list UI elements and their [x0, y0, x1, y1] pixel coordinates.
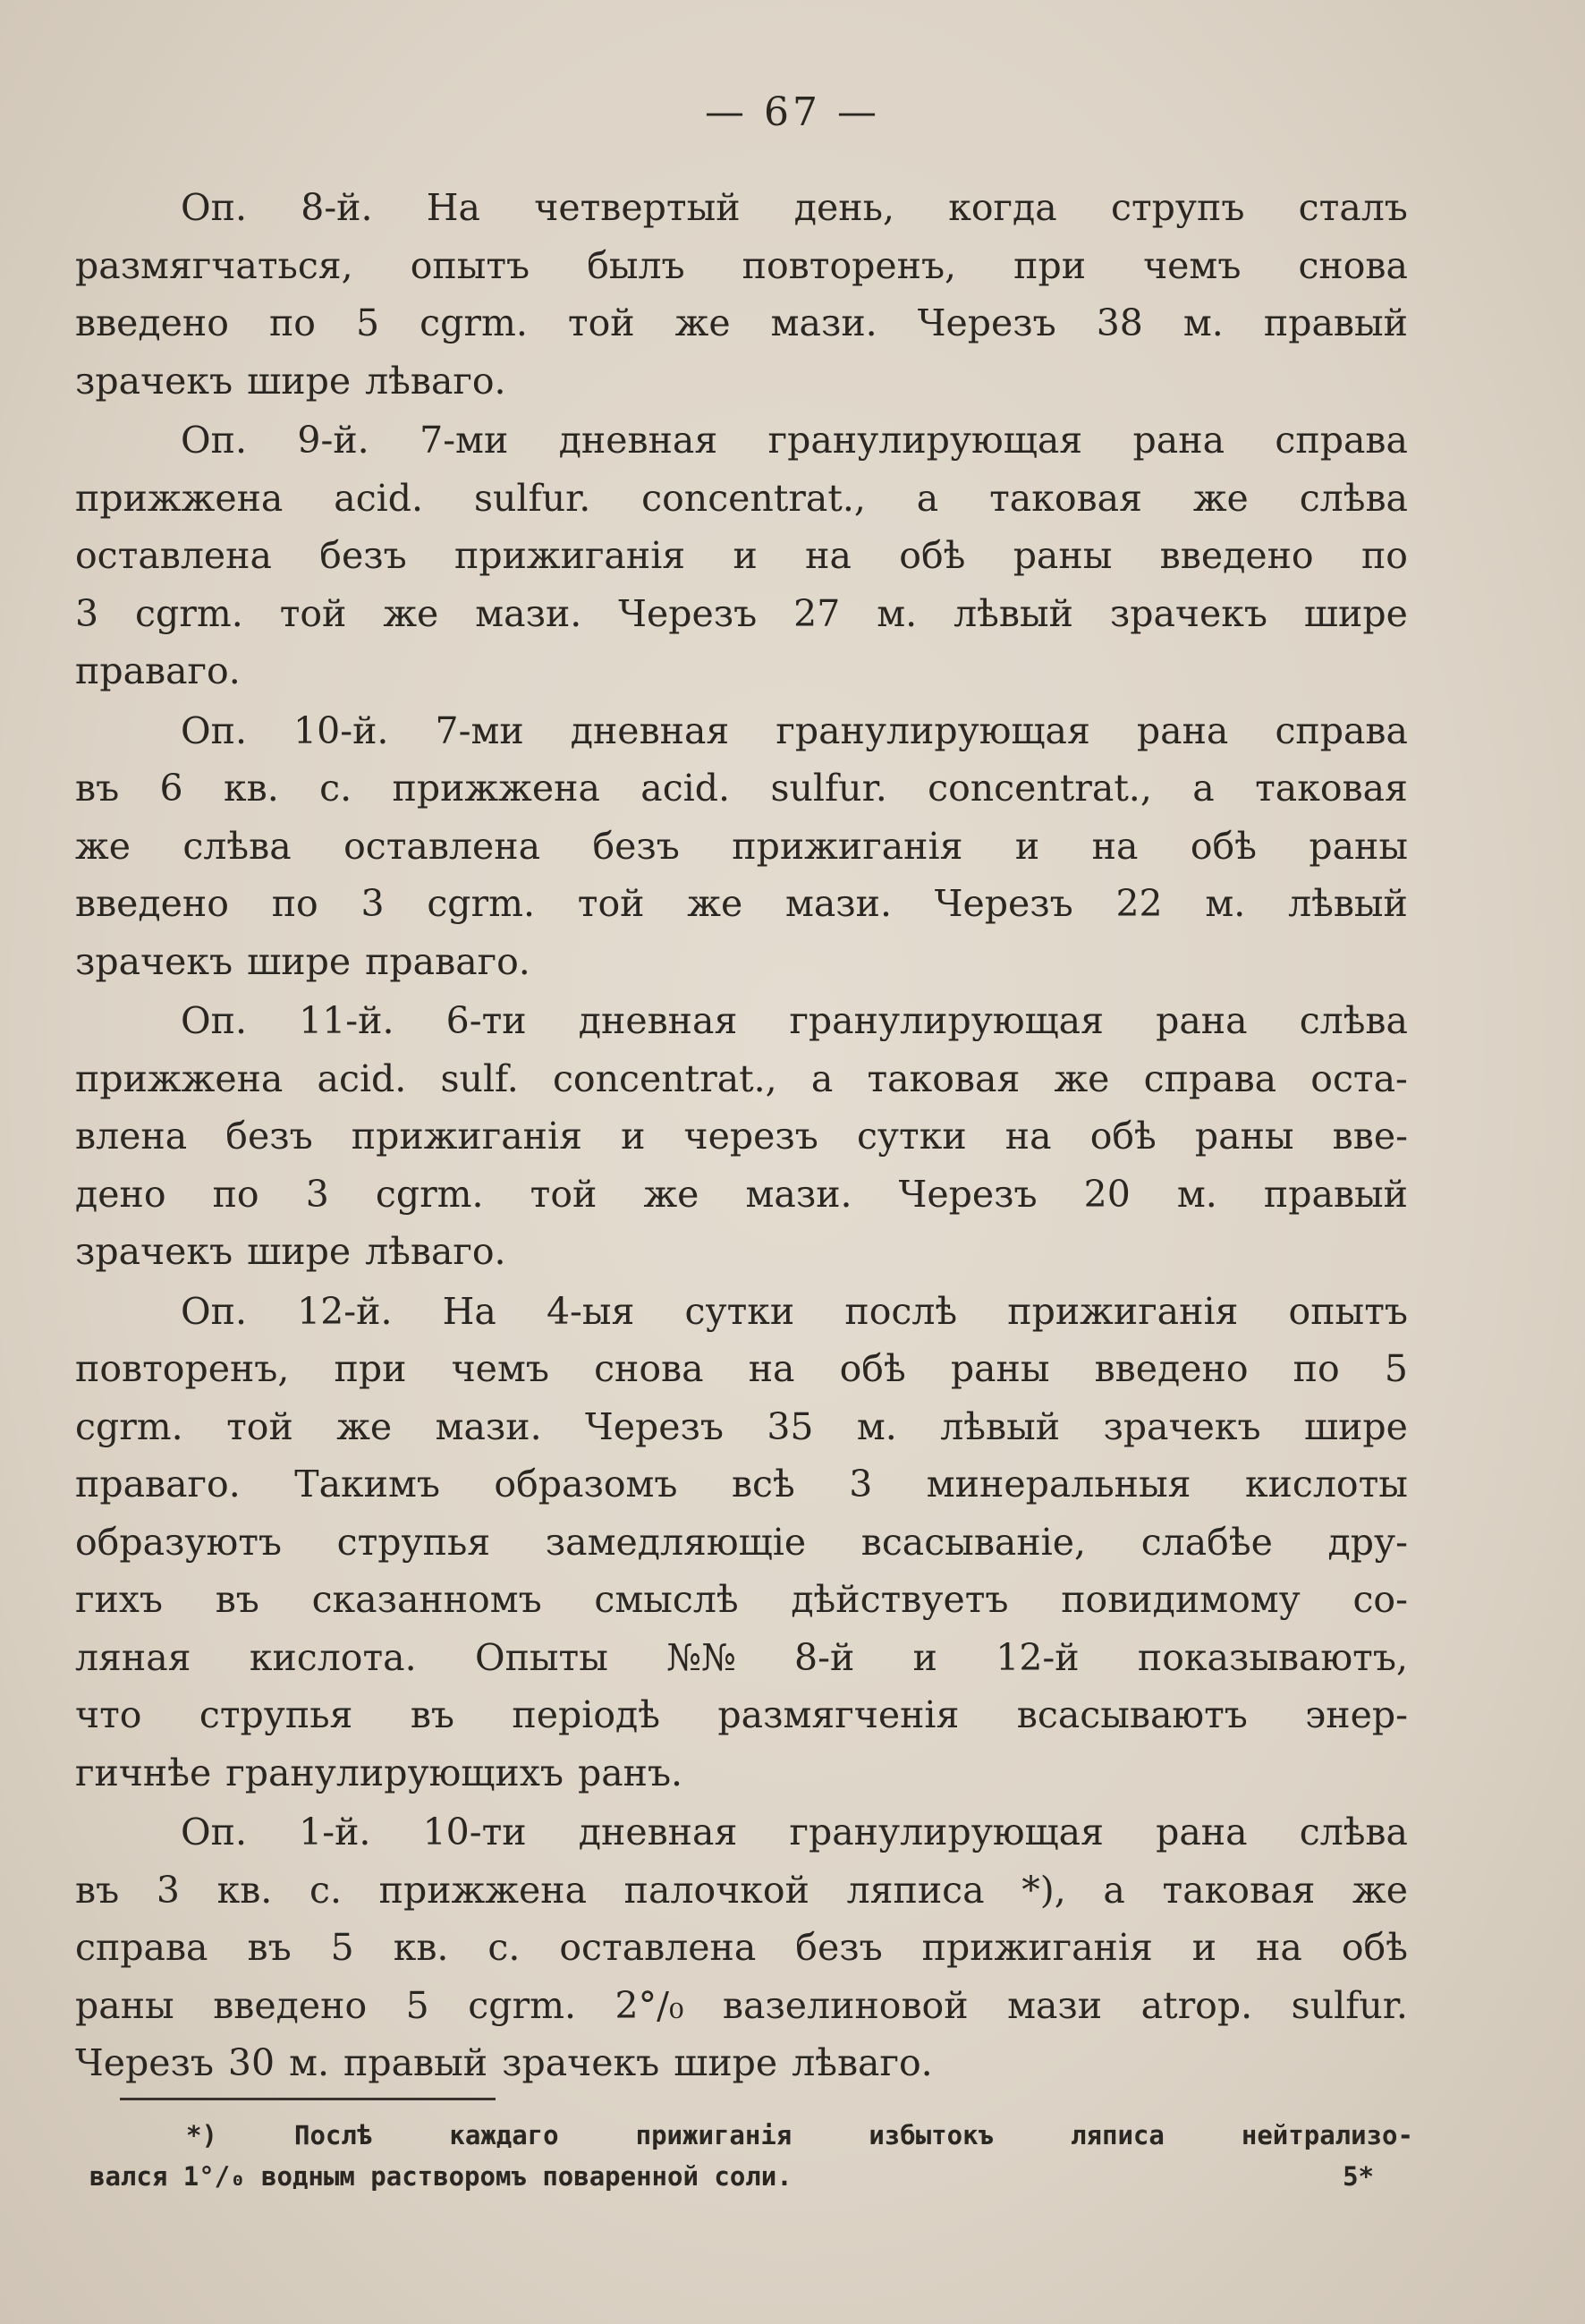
text-line: введено по 3 cgrm. той же мази. Черезъ 22 м. лѣвый: [75, 882, 1408, 925]
paragraph: [75, 1803, 1408, 2092]
text-line: Оп. 8-й. На четвертый день, когда струпъ сталъ: [181, 186, 1408, 229]
signature-mark: 5*: [1343, 2161, 1374, 2192]
text-line: зрачекъ шире лѣваго.: [75, 1230, 506, 1273]
text-line: праваго. Такимъ образомъ всѣ 3 минеральныя кислоты: [75, 1463, 1408, 1506]
paragraph: [75, 1283, 1408, 1802]
text-line: Оп. 12-й. На 4-ыя сутки послѣ прижиганія опытъ: [181, 1289, 1408, 1333]
text-line: дено по 3 cgrm. той же мази. Черезъ 20 м. правый: [75, 1172, 1408, 1216]
paragraph: [75, 179, 1408, 410]
text-line: оставлена безъ прижиганія и на обѣ раны введено по: [75, 534, 1408, 577]
text-line: раны введено 5 cgrm. 2°/₀ вазелиновой мази atrop. sulfur.: [75, 1983, 1408, 2027]
page-number-header: — 67 —: [705, 89, 880, 135]
text-line: cgrm. той же мази. Черезъ 35 м. лѣвый зрачекъ шире: [75, 1404, 1408, 1448]
text-line: что струпья въ періодѣ размягченія всасываютъ энер-: [75, 1693, 1408, 1736]
paragraph: [75, 702, 1408, 991]
text-line: въ 6 кв. с. прижжена acid. sulfur. concentrat., а таковая: [75, 767, 1408, 810]
footnote-rule: [120, 2098, 496, 2100]
text-line: повторенъ, при чемъ снова на обѣ раны введено по 5: [75, 1347, 1408, 1390]
footnote-line: вался 1°/₀ водным растворомъ поваренной соли.: [89, 2161, 792, 2192]
text-line: Оп. 1-й. 10-ти дневная гранулирующая рана слѣва: [181, 1811, 1408, 1853]
text-line: Черезъ 30 м. правый зрачекъ шире лѣваго.: [75, 2041, 933, 2084]
text-line: зрачекъ шире лѣваго.: [75, 359, 506, 403]
footnote: [89, 2115, 1413, 2197]
footnote-line: *) Послѣ каждаго прижиганія избытокъ ляписа нейтрализо-: [186, 2120, 1413, 2150]
paragraph: [75, 411, 1408, 700]
text-line: Оп. 9-й. 7-ми дневная гранулирующая рана справа: [181, 419, 1408, 462]
paragraph: [75, 992, 1408, 1281]
text-line: справа въ 5 кв. с. оставлена безъ прижиганія и на обѣ: [75, 1926, 1408, 1969]
text-line: ляная кислота. Опыты №№ 8-й и 12-й показываютъ,: [75, 1635, 1408, 1679]
text-line: прижжена acid. sulf. concentrat., а таковая же справа оста-: [75, 1056, 1408, 1100]
text-line: влена безъ прижиганія и черезъ сутки на обѣ раны вве-: [75, 1115, 1408, 1158]
text-line: же слѣва оставлена безъ прижиганія и на обѣ раны: [75, 824, 1408, 868]
text-line: размягчаться, опытъ былъ повторенъ, при чемъ снова: [75, 243, 1408, 287]
text-line: образуютъ струпья замедляющіе всасываніе, слабѣе дру-: [75, 1520, 1408, 1564]
text-line: въ 3 кв. с. прижжена палочкой ляписа *), а таковая же: [75, 1868, 1408, 1912]
text-line: введено по 5 cgrm. той же мази. Черезъ 38 м. правый: [75, 301, 1408, 344]
text-line: гихъ въ сказанномъ смыслѣ дѣйствуетъ повидимому со-: [75, 1578, 1408, 1621]
text-line: Оп. 10-й. 7-ми дневная гранулирующая рана справа: [181, 708, 1408, 752]
text-line: зрачекъ шире праваго.: [75, 939, 530, 983]
text-line: Оп. 11-й. 6-ти дневная гранулирующая рана слѣва: [181, 999, 1408, 1042]
body-text: [75, 179, 1408, 2094]
text-line: 3 cgrm. той же мази. Черезъ 27 м. лѣвый зрачекъ шире: [75, 591, 1408, 635]
text-line: праваго.: [75, 649, 241, 692]
text-line: прижжена acid. sulfur. concentrat., а таковая же слѣва: [75, 476, 1408, 520]
text-line: гичнѣе гранулирующихъ ранъ.: [75, 1751, 683, 1794]
